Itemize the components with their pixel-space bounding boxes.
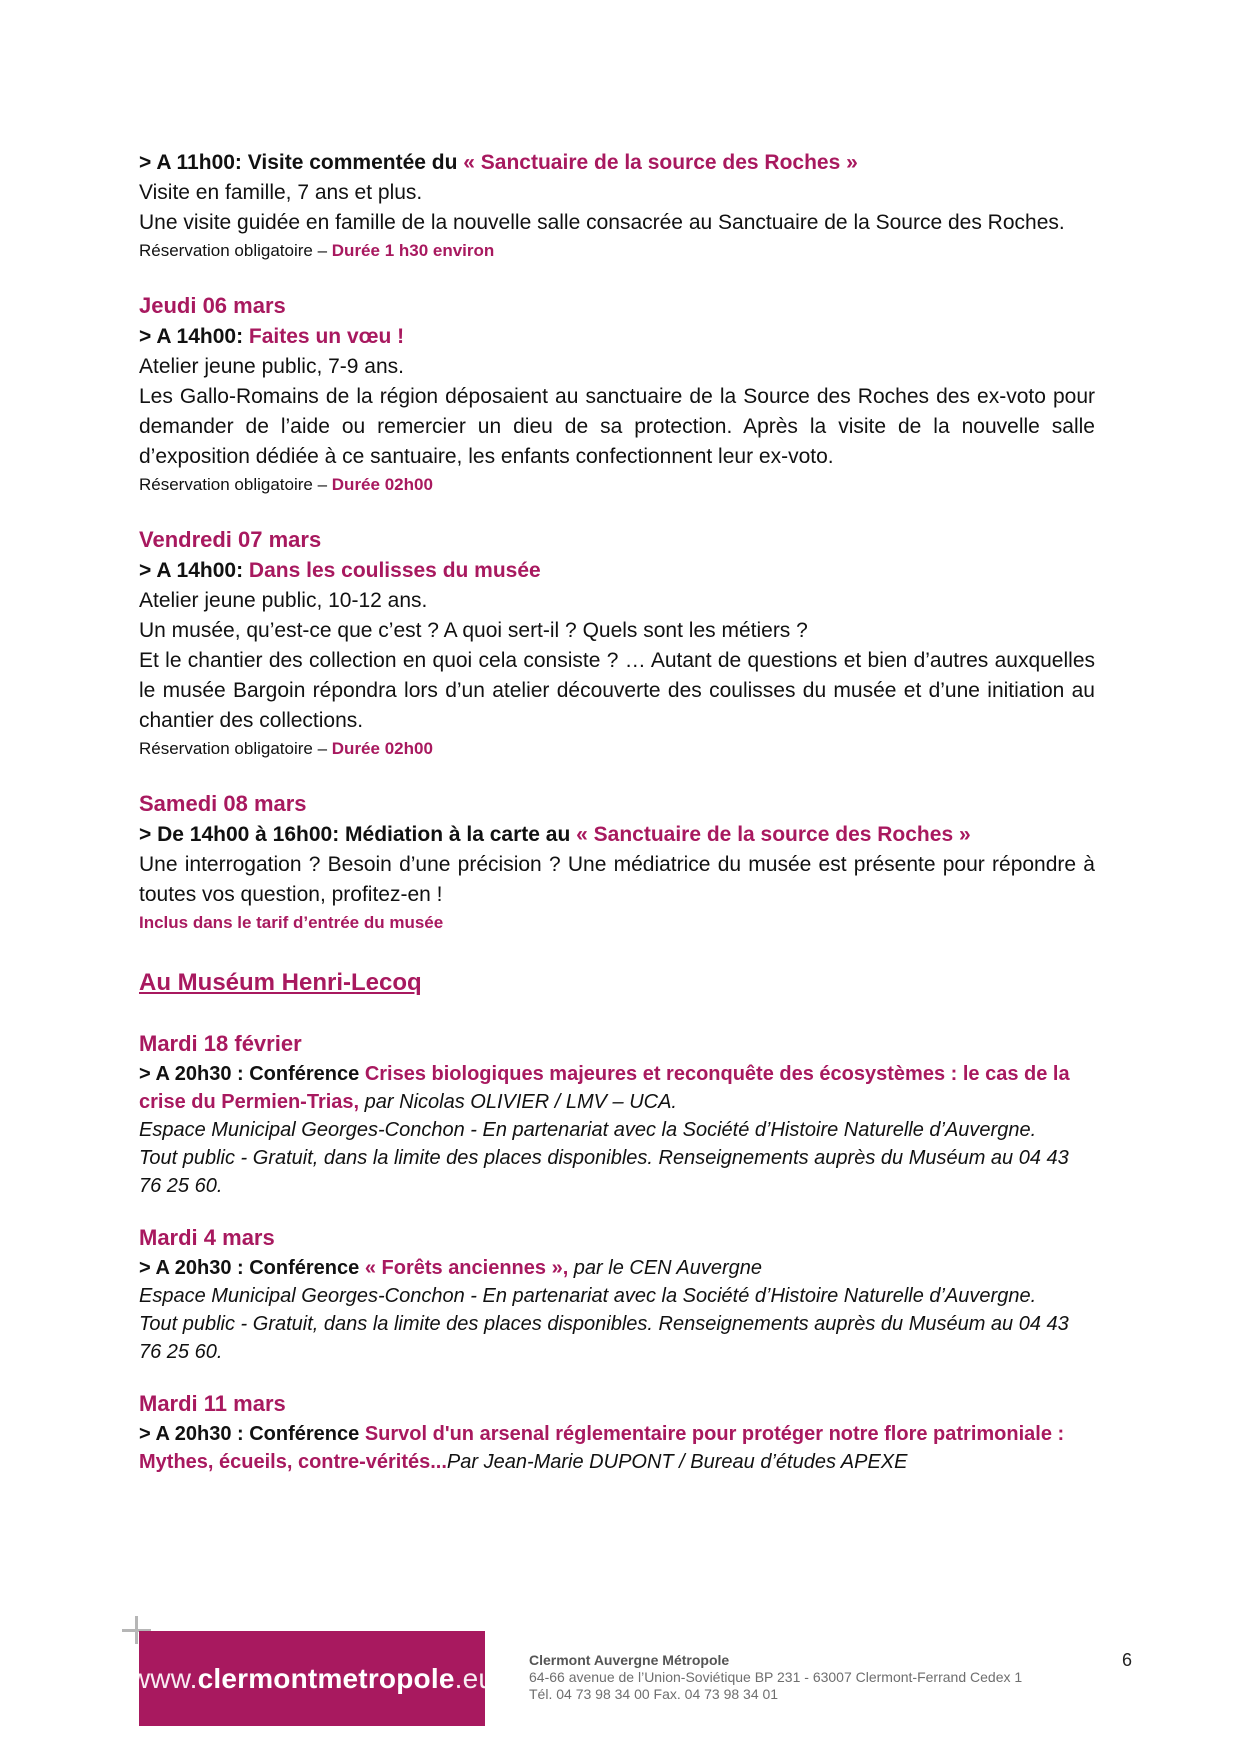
conf2-heading (139, 1254, 1095, 1282)
conf2-speaker: par le CEN Auvergne (568, 1257, 763, 1279)
event3-duration: Durée 02h00 (331, 739, 433, 758)
conf3-title: Survol d'un arsenal réglementaire pour protéger notre flore patrimoniale : Mythes, écueils, contre-vérités... (139, 1423, 1065, 1473)
section-title: Au Muséum Henri-Lecoq (139, 969, 422, 996)
website-banner[interactable] (129, 1631, 495, 1726)
event3-questions: Un musée, qu’est-ce que c’est ? A quoi sert-il ? Quels sont les métiers ? (139, 619, 808, 642)
event1-heading (139, 148, 1095, 178)
conf1-venue: Espace Municipal Georges-Conchon - En partenariat avec la Société d’Histoire Naturelle d’Auvergne. (139, 1119, 1037, 1141)
banner-domain: clermontmetropole (197, 1662, 455, 1694)
event4-pricing: Inclus dans le tarif d’entrée du musée (139, 913, 444, 932)
footer-contact (529, 1652, 1049, 1703)
event3-heading (139, 556, 1095, 586)
event2-audience: Atelier jeune public, 7-9 ans. (139, 355, 404, 378)
event2-time: > A 14h00: (139, 325, 249, 348)
event2-date: Jeudi 06 mars (139, 293, 286, 318)
event3-note (139, 736, 1095, 762)
conf2-date: Mardi 4 mars (139, 1225, 275, 1250)
event1-duration: Durée 1 h30 environ (331, 241, 495, 260)
conf2-time: > A 20h30 : Conférence (139, 1257, 365, 1279)
conf1-speaker: par Nicolas OLIVIER / LMV – UCA. (359, 1091, 677, 1113)
event1-time: > A 11h00: Visite commentée du (139, 151, 464, 174)
conf3-date: Mardi 11 mars (139, 1391, 286, 1416)
event1-note-prefix: Réservation obligatoire – (139, 241, 332, 260)
conf2-venue: Espace Municipal Georges-Conchon - En partenariat avec la Société d’Histoire Naturelle d’Auvergne. (139, 1285, 1037, 1307)
page-content (139, 148, 1095, 1476)
event4-title: « Sanctuaire de la source des Roches » (576, 823, 971, 846)
conf3-time: > A 20h30 : Conférence (139, 1423, 365, 1445)
event2-heading (139, 322, 1095, 352)
event3-description: Et le chantier des collection en quoi cela consiste ? … Autant de questions et bien d’autres auxquelles le musée Bargoin répondra lors d’un atelier découverte des coulisses du musée et d’une initiation au chantier des collections. (139, 649, 1095, 732)
event3-title: Dans les coulisses du musée (248, 559, 541, 582)
footer-address: 64-66 avenue de l’Union-Soviétique BP 231 - 63007 Clermont-Ferrand Cedex 1 (529, 1669, 1023, 1685)
event2-description: Les Gallo-Romains de la région déposaient au sanctuaire de la Source des Roches des ex-voto pour demander de l’aide ou remercier un dieu de sa protection. Après la visite de la nouvelle salle d’exposition dédiée à ce santuaire, les enfants confectionnent leur ex-voto. (139, 385, 1095, 468)
conf1-title: Crises biologiques majeures et reconquête des écosystèmes : le cas de la crise du Permien-Trias, (139, 1063, 1070, 1113)
event4-description: Une interrogation ? Besoin d’une précision ? Une médiatrice du musée est présente pour répondre à toutes vos question, profitez-en ! (139, 853, 1095, 906)
footer-org: Clermont Auvergne Métropole (529, 1652, 730, 1668)
banner-prefix: www. (129, 1662, 198, 1694)
conf1-info: Tout public - Gratuit, dans la limite des places disponibles. Renseignements auprès du Muséum au 04 43 76 25 60. (139, 1147, 1069, 1197)
conf3-speaker: Par Jean-Marie DUPONT / Bureau d’études APEXE (446, 1451, 908, 1473)
event3-time: > A 14h00: (139, 559, 249, 582)
conf1-date: Mardi 18 février (139, 1031, 302, 1056)
event3-date: Vendredi 07 mars (139, 527, 322, 552)
event2-title: Faites un vœu ! (248, 325, 405, 348)
conf1-time: > A 20h30 : Conférence (139, 1063, 365, 1085)
event1-description: Une visite guidée en famille de la nouvelle salle consacrée au Sanctuaire de la Source des Roches. (139, 211, 1065, 234)
event2-duration: Durée 02h00 (331, 475, 433, 494)
event4-heading (139, 820, 1095, 850)
banner-suffix: .eu (454, 1662, 495, 1694)
footer-phone: Tél. 04 73 98 34 00 Fax. 04 73 98 34 01 (529, 1686, 779, 1702)
event4-time: > De 14h00 à 16h00: Médiation à la carte au (139, 823, 577, 846)
event3-audience: Atelier jeune public, 10-12 ans. (139, 589, 428, 612)
conf3-heading (139, 1420, 1095, 1476)
conf1-heading (139, 1060, 1095, 1116)
event1-note (139, 238, 1095, 264)
event3-note-prefix: Réservation obligatoire – (139, 739, 332, 758)
event2-note-prefix: Réservation obligatoire – (139, 475, 332, 494)
event1-title: « Sanctuaire de la source des Roches » (463, 151, 858, 174)
event2-note (139, 472, 1095, 498)
event1-audience: Visite en famille, 7 ans et plus. (139, 181, 423, 204)
conf2-info: Tout public - Gratuit, dans la limite des places disponibles. Renseignements auprès du Muséum au 04 43 76 25 60. (139, 1313, 1069, 1363)
conf2-title: « Forêts anciennes », (364, 1257, 569, 1279)
page-number: 6 (1122, 1650, 1133, 1670)
event4-date: Samedi 08 mars (139, 791, 307, 816)
event4-note (139, 910, 1095, 936)
